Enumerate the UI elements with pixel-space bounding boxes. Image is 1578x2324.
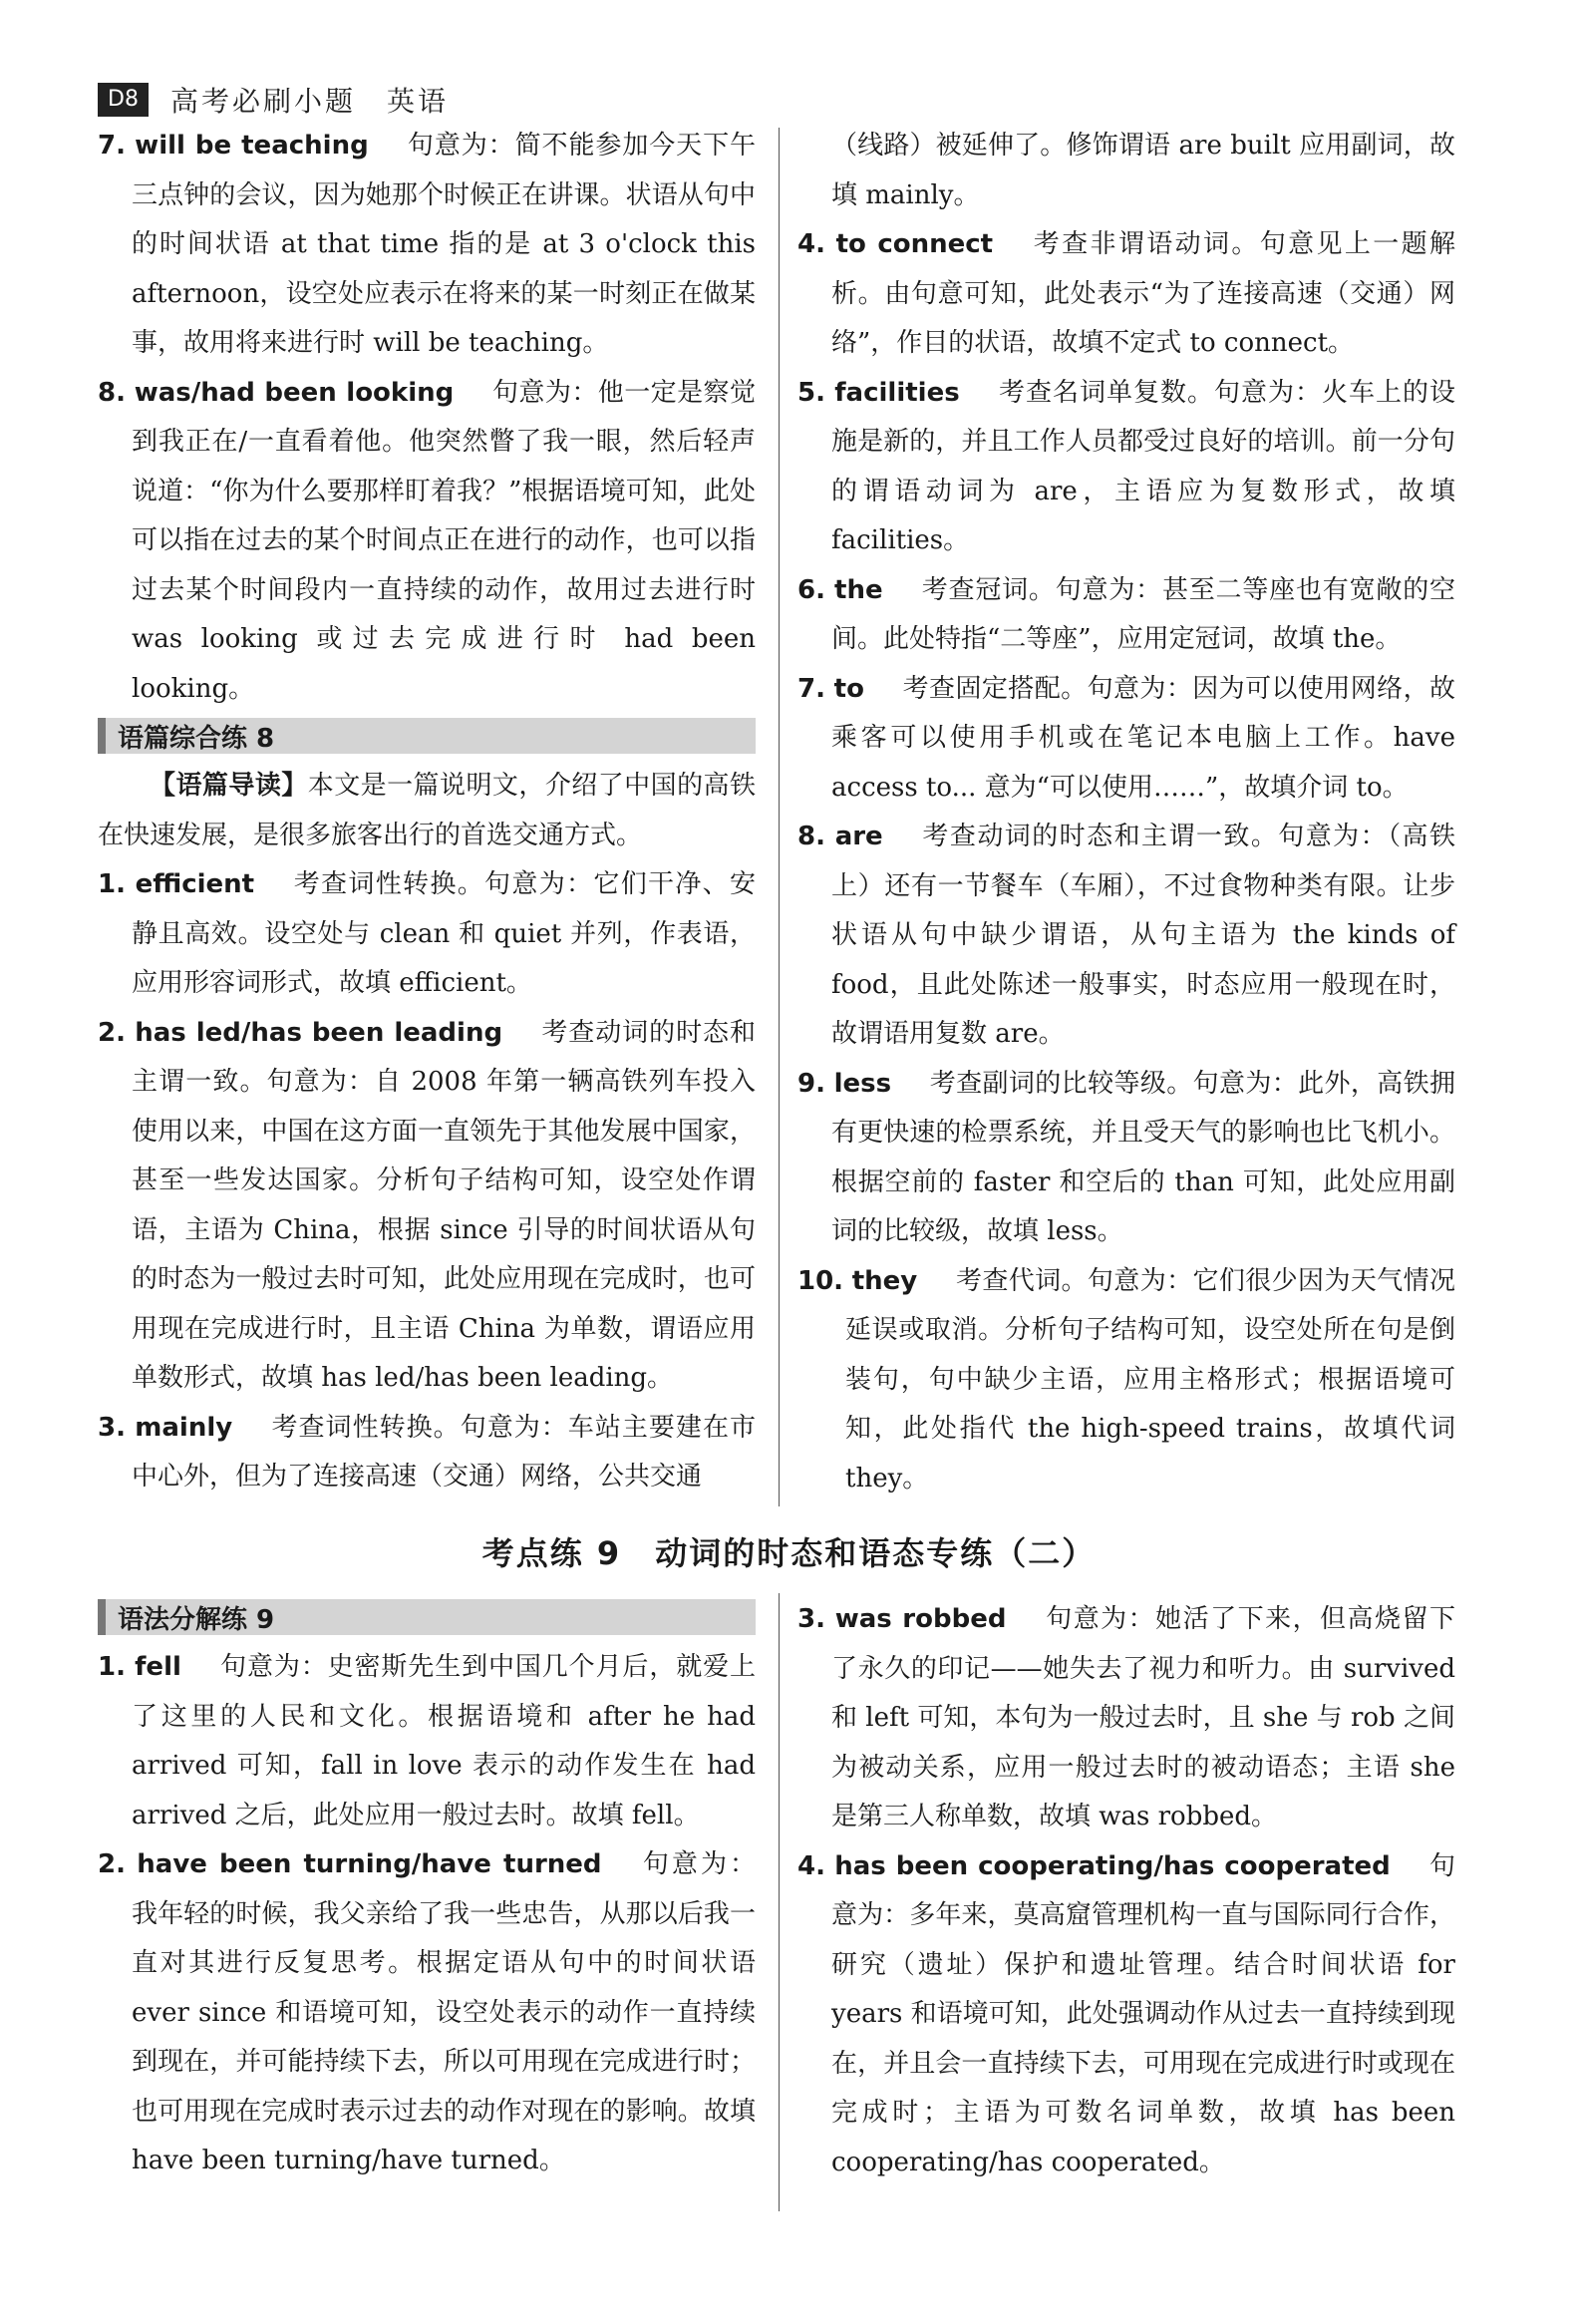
- section-title: 语法分解练 9: [118, 1604, 275, 1635]
- column-divider-top: [779, 128, 780, 1506]
- top-left-column: [98, 122, 756, 1502]
- item-text: 考查动词的时态和主谓一致。句意为：（高铁上）还有一节餐车（车厢），不过食物种类有限。让步状语从句中缺少谓语，从句主语为 the kinds of food，且此处陈述一般事实，时态应用一般现在时，故谓语用复数 are。: [831, 822, 1455, 1049]
- item-number: 9.: [797, 1068, 825, 1099]
- answer-item: [98, 1643, 756, 1840]
- item-text: 考查动词的时态和主谓一致。句意为：自 2008 年第一辆高铁列车投入使用以来，中国在这方面一直领先于其他发展中国家，甚至一些发达国家。分析句子结构可知，设空处作谓语，主语为 China，根据 since 引导的时间状语从句的时态为一般过去时可知，此处应用现在完成时，也可用现在完成进行时，且主语 China 为单数，谓语应用单数形式，故填 has led/has been leading。: [132, 1017, 757, 1393]
- item-answer: to connect: [835, 229, 994, 259]
- section-heading: [98, 1599, 756, 1635]
- item-text: 句意为：史密斯先生到中国几个月后，就爱上了这里的人民和文化。根据语境和 after he had arrived 可知，fall in love 表示的动作发生在 had arrived 之后，此处应用一般过去时。故填 fell。: [132, 1652, 756, 1830]
- answer-item: [797, 220, 1455, 369]
- answer-item: [797, 566, 1455, 665]
- answer-item: [98, 122, 756, 369]
- item-answer: less: [833, 1068, 892, 1099]
- item-text: 句意为：她活了下来，但高烧留下了永久的印记——她失去了视力和听力。由 survived 和 left 可知，本句为一般过去时，且 she 与 rob 之间为被动关系，应用一般过去时的被动语态；主语 she 是第三人称单数，故填 was robbed。: [831, 1604, 1455, 1831]
- item-text: 考查代词。句意为：它们很少因为天气情况延误或取消。分析句子结构可知，设空处所在句是倒装句，句中缺少主语，应用主格形式；根据语境可知，此处指代 the high-speed trains，故填代词 they。: [845, 1265, 1456, 1494]
- item-text: 句意为：我年轻的时候，我父亲给了我一些忠告，从那以后我一直对其进行反复思考。根据定语从句中的时间状语 ever since 和语境可知，设空处表示的动作一直持续到现在，并可能持续下去，所以可用现在完成进行时；也可用现在完成时表示过去的动作对现在的影响。故填 have been turning/have turned。: [132, 1849, 756, 2175]
- continuation-text: （线路）被延伸了。修饰谓语 are built 应用副词，故填 mainly。: [831, 131, 1455, 210]
- item-number: 10.: [797, 1265, 844, 1296]
- item-answer: the: [834, 574, 883, 605]
- page-badge: D8: [98, 83, 149, 117]
- answer-item: [98, 369, 756, 715]
- item-text: 考查冠词。句意为：甚至二等座也有宽敞的空间。此处特指“二等座”，应用定冠词，故填 the。: [831, 574, 1455, 654]
- continued-text: [797, 122, 1455, 220]
- item-text: 考查词性转换。句意为：车站主要建在市中心外，但为了连接高速（交通）网络，公共交通: [132, 1412, 756, 1492]
- item-number: 4.: [797, 229, 825, 259]
- section-title: 语篇综合练 8: [118, 723, 275, 754]
- item-text: 考查固定搭配。句意为：因为可以使用网络，故乘客可以使用手机或在笔记本电脑上工作。have access to... 意为“可以使用……”，故填介词 to。: [831, 673, 1455, 803]
- item-number: 4.: [797, 1850, 825, 1881]
- answer-item: [797, 813, 1455, 1060]
- item-answer: has led/has been leading: [135, 1017, 503, 1048]
- item-text: 考查名词单复数。句意为：火车上的设施是新的，并且工作人员都受过良好的培训。前一分句的谓语动词为 are，主语应为复数形式，故填 facilities。: [831, 377, 1455, 555]
- column-divider-bottom: [779, 1593, 780, 2211]
- item-answer: will be teaching: [135, 131, 369, 161]
- item-number: 7.: [797, 673, 825, 704]
- passage-intro: [98, 762, 756, 860]
- intro-text: 本文是一篇说明文，介绍了中国的高铁在快速发展，是很多旅客出行的首选交通方式。: [98, 771, 756, 850]
- item-answer: efficient: [135, 869, 255, 899]
- item-text: 考查词性转换。句意为：它们干净、安静且高效。设空处与 clean 和 quiet 并列，作表语，应用形容词形式，故填 efficient。: [132, 869, 757, 998]
- top-right-column: [797, 122, 1455, 1503]
- answer-item: [797, 1595, 1455, 1842]
- item-answer: fell: [135, 1652, 181, 1682]
- answer-item: [98, 860, 756, 1009]
- item-number: 2.: [98, 1017, 126, 1048]
- bottom-right-column: [797, 1595, 1455, 2187]
- answer-item: [797, 665, 1455, 814]
- item-text: 考查非谓语动词。句意见上一题解析。由句意可知，此处表示“为了连接高速（交通）网络”，作目的状语，故填不定式 to connect。: [831, 229, 1455, 358]
- page-header: [98, 80, 449, 120]
- answer-item: [98, 1009, 756, 1404]
- item-text: 句意为：多年来，莫高窟管理机构一直与国际同行合作，研究（遗址）保护和遗址管理。结合时间状语 for years 和语境可知，此处强调动作从过去一直持续到现在，并且会一直持续下去，可用现在完成进行时或现在完成时；主语为可数名词单数，故填 has been cooperating/has cooperated。: [831, 1850, 1456, 2177]
- item-answer: are: [834, 822, 883, 851]
- bottom-left-column: [98, 1595, 756, 2186]
- item-answer: have been turning/have turned: [137, 1849, 602, 1879]
- book-title: 高考必刷小题 英语: [169, 85, 449, 118]
- item-number: 2.: [98, 1849, 126, 1879]
- item-answer: was robbed: [834, 1604, 1007, 1634]
- item-answer: facilities: [834, 377, 960, 408]
- answer-item: [797, 369, 1455, 566]
- section-heading: [98, 718, 756, 754]
- item-number: 8.: [797, 822, 825, 851]
- item-number: 3.: [98, 1412, 126, 1443]
- item-answer: to: [833, 673, 864, 704]
- intro-label: 【语篇导读】: [150, 771, 308, 801]
- exercise-title: 考点练 9 动词的时态和语态专练（二）: [481, 1534, 1097, 1572]
- item-answer: they: [851, 1265, 918, 1296]
- item-number: 3.: [797, 1604, 825, 1634]
- answer-item: [797, 1257, 1455, 1504]
- item-text: 考查副词的比较等级。句意为：此外，高铁拥有更快速的检票系统，并且受天气的影响也比飞机小。根据空前的 faster 和空后的 than 可知，此处应用副词的比较级，故填 less。: [831, 1068, 1456, 1246]
- item-answer: has been cooperating/has cooperated: [834, 1850, 1391, 1881]
- item-text: 句意为：他一定是察觉到我正在/一直看着他。他突然瞥了我一眼，然后轻声说道：“你为什么要那样盯着我？”根据语境可知，此处可以指在过去的某个时间点正在进行的动作，也可以指过去某个时间段内一直持续的动作，故用过去进行时 was looking 或过去完成进行时 had been looking。: [132, 377, 757, 704]
- item-number: 1.: [98, 1652, 126, 1682]
- item-number: 5.: [797, 377, 825, 408]
- item-answer: mainly: [135, 1412, 233, 1443]
- item-number: 6.: [797, 574, 825, 605]
- answer-item: [98, 1840, 756, 2186]
- item-answer: was/had been looking: [134, 377, 455, 408]
- answer-item: [797, 1842, 1455, 2188]
- item-text: 句意为：简不能参加今天下午三点钟的会议，因为她那个时候正在讲课。状语从句中的时间状语 at that time 指的是 at 3 o'clock this afternoon，设空处应表示在将来的某一时刻正在做某事，故用将来进行时 will be teaching。: [132, 131, 757, 358]
- item-number: 1.: [98, 869, 126, 899]
- item-number: 8.: [98, 377, 126, 408]
- item-number: 7.: [98, 131, 126, 161]
- answer-item: [797, 1060, 1455, 1257]
- answer-item: [98, 1404, 756, 1502]
